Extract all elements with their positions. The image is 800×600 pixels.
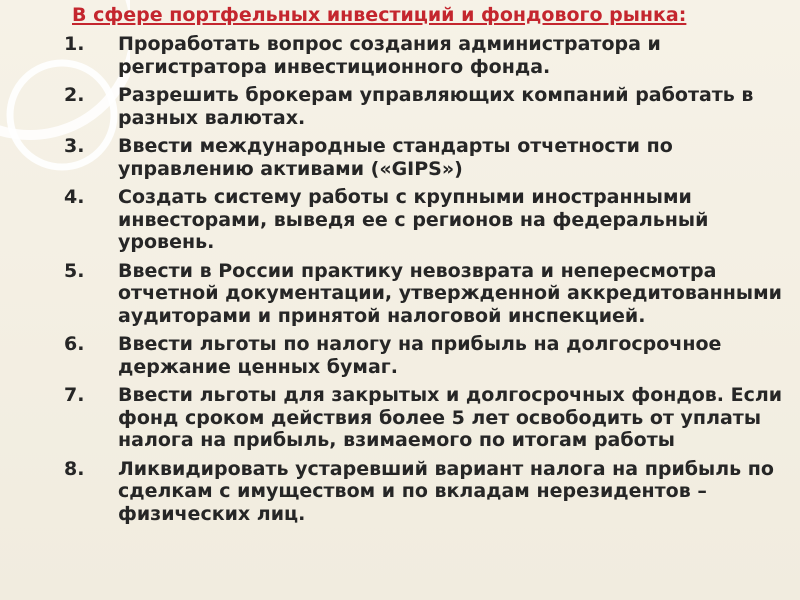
- item-text: Ввести в России практику невозврата и непересмотра отчетной документации, утвержденной аккредитованными аудиторами и принятой налоговой инспекцией.: [118, 259, 782, 327]
- list-item: [64, 186, 784, 254]
- item-text: Ввести международные стандарты отчетности по управлению активами («GIPS»): [118, 135, 673, 180]
- item-number: 5.: [64, 259, 85, 282]
- item-text: Ввести льготы для закрытых и долгосрочных фондов. Если фонд сроком действия более 5 лет освободить от уплаты налога на прибыль, взимаемого по итогам работы: [118, 384, 783, 451]
- recommendations-list: [64, 33, 784, 531]
- list-item: [64, 84, 784, 129]
- list-item: [64, 458, 784, 526]
- item-number: 1.: [64, 33, 85, 55]
- list-item: [64, 260, 784, 328]
- item-text: Ввести льготы по налогу на прибыль на долгосрочное держание ценных бумаг.: [118, 333, 722, 378]
- item-number: 8.: [64, 457, 85, 480]
- item-number: 3.: [64, 135, 85, 157]
- list-item: [64, 333, 784, 378]
- list-item: [64, 384, 784, 452]
- item-number: 7.: [64, 384, 85, 406]
- item-number: 6.: [64, 333, 85, 355]
- item-text: Разрешить брокерам управляющих компаний работать в разных валютах.: [118, 84, 754, 129]
- item-text: Проработать вопрос создания администратора и регистратора инвестиционного фонда.: [118, 33, 661, 78]
- item-text: Ликвидировать устаревший вариант налога на прибыль по сделкам с имуществом и по вкладам нерезидентов – физических лиц.: [118, 457, 774, 525]
- list-item: [64, 135, 784, 180]
- slide-heading: В сфере портфельных инвестиций и фондового рынка:: [72, 4, 687, 26]
- list-item: [64, 33, 784, 78]
- item-number: 4.: [64, 186, 85, 208]
- item-number: 2.: [64, 84, 85, 106]
- item-text: Создать систему работы с крупными иностранными инвесторами, выведя ее с регионов на федеральный уровень.: [118, 186, 709, 253]
